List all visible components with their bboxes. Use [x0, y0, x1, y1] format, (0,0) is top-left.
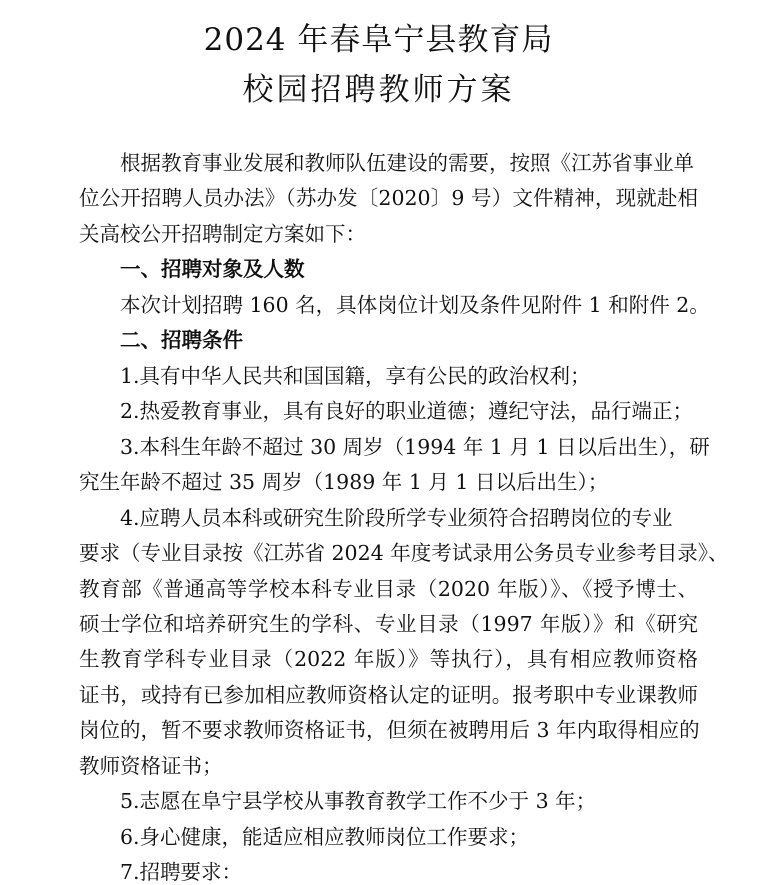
- list-item-continuation: 要求（专业目录按《江苏省 2024 年度考试录用公务员专业参考目录》、: [79, 541, 729, 565]
- document-title-line-2: 校园招聘教师方案: [242, 72, 515, 108]
- list-item: 6.身心健康，能适应相应教师岗位工作要求；: [120, 825, 530, 849]
- list-item-continuation: 究生年龄不超过 35 周岁（1989 年 1 月 1 日以后出生）；: [79, 470, 609, 494]
- paragraph-line: 关高校公开招聘制定方案如下：: [79, 222, 366, 246]
- section-heading: 一、招聘对象及人数: [120, 257, 305, 281]
- list-item: 4.应聘人员本科或研究生阶段所学专业须符合招聘岗位的专业: [120, 506, 673, 530]
- paragraph-line: 本次计划招聘 160 名，具体岗位计划及条件见附件 1 和附件 2。: [120, 293, 710, 317]
- list-item-continuation: 岗位的，暂不要求教师资格证书，但须在被聘用后 3 年内取得相应的: [79, 718, 700, 742]
- paragraph-line: 位公开招聘人员办法》（苏办发〔2020〕9 号）文件精神，现就赴相: [79, 186, 698, 210]
- list-item-continuation: 教师资格证书；: [79, 754, 223, 778]
- list-item-continuation: 生教育学科专业目录（2022 年版）》等执行），具有相应教师资格: [79, 647, 698, 671]
- list-item-continuation: 教育部《普通高等学校本科专业目录（2020 年版）》、《授予博士、: [79, 577, 698, 601]
- list-item-continuation: 硕士学位和培养研究生的学科、专业目录（1997 年版）》和《研究: [79, 612, 698, 636]
- list-item: 2.热爱教育事业，具有良好的职业道德；遵纪守法，品行端正；: [120, 399, 694, 423]
- list-item: 5.志愿在阜宁县学校从事教育教学工作不少于 3 年；: [120, 789, 597, 813]
- section-heading: 二、招聘条件: [120, 328, 243, 352]
- list-item: 7.招聘要求：: [120, 860, 243, 884]
- document-title-line-1: 2024 年春阜宁县教育局: [203, 22, 554, 58]
- list-item: 3.本科生年龄不超过 30 周岁（1994 年 1 月 1 日以后出生），研: [120, 435, 710, 459]
- list-item-continuation: 证书，或持有已参加相应教师资格认定的证明。报考职中专业课教师: [79, 683, 698, 707]
- paragraph-line: 根据教育事业发展和教师队伍建设的需要，按照《江苏省事业单: [120, 151, 694, 175]
- list-item: 1.具有中华人民共和国国籍，享有公民的政治权利；: [120, 364, 591, 388]
